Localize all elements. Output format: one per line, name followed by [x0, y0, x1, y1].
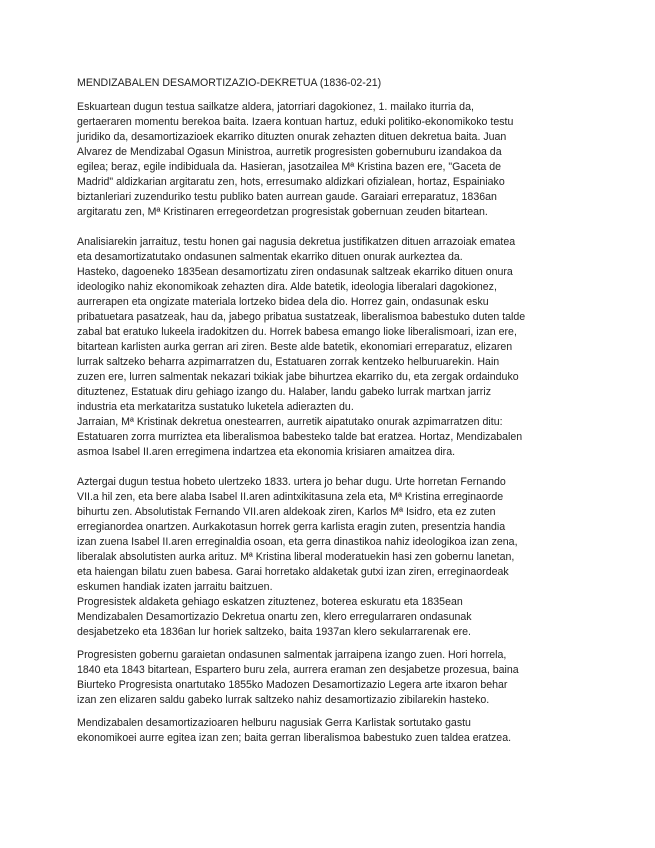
paragraph-intro: Eskuartean dugun testua sailkatze aldera, jatorriari dagokionez, 1. mailako iturria da, gertaeraren momentu berekoa baita. Izaera kontuan hartuz, eduki politiko-ekonomikoko testu juridiko da, desamortizazioek ekarriko dituzten onurak zehazten dituen dekretua baita. Juan Alvarez de Mendizabal Ogasun Ministroa, aurretik progresisten gobernuburu izandakoa da egilea; beraz, egile indibiduala da. Hasieran, jasotzailea Mª Kristina bazen ere, "Gaceta de Madrid" aldizkarian argitaratu zen, hots, erresumako aldizkari ofizialean, hortaz, Espainiako biztanleriari zuzenduriko testu publiko baten aurrean gaude. Garaiari erreparatuz, 1836an argitaratu zen, Mª Kristinaren erregeordetzan progresistak gobernuan zeuden bitartean. — [77, 101, 514, 218]
paragraph-spacer — [77, 640, 587, 648]
paragraph-context: Aztergai dugun testua hobeto ulertzeko 1833. urtera jo behar dugu. Urte horretan Fernando VII.a hil zen, eta bere alaba Isabel II.aren adintxikitasuna zela eta, Mª Kristina erreginaorde bihurtu zen. Absolutistak Fernando VII.aren aldekoak ziren, Karlos Mª Isidro, eta ez zuten erregianordea onartzen. Aurkakotasun horrek gerra karlista eragin zuten, presentzia handia izan zuena Isabel II.aren erreginaldia osoan, eta gerra dinastikoa nahiz ideologikoa izan zena, liberalak absolutisten aurka arituz. Mª Kristina liberal moderatuekin hasi zen gobernu lanetan, eta haiengan bilatu zuen babesa. Garai horretako aldaketak gutxi izan ziren, erreginaordeak eskumen handiak izaten jarraitu baitzuen. Progresistek aldaketa gehiago eskatzen zituztenez, boterea eskuratu eta 1835ean Mendizabalen Desamortizazio Dekretua onartu zen, klero erregularraren ondasunak desjabetzeko eta 1836an lur horiek saltzeko, baita 1937an klero sekularrarenak ere. — [77, 476, 518, 638]
paragraph-spacer — [77, 460, 587, 475]
paragraph-spacer — [77, 220, 587, 235]
paragraph-spacer — [77, 708, 587, 716]
paragraph-conclusion: Mendizabalen desamortizazioaren helburu nagusiak Gerra Karlistak sortutako gastu ekonomikoei aurre egitea izan zen; baita gerran liberalismoa babestuko zuen taldea eratzea. — [77, 717, 512, 744]
paragraph-progressives: Progresisten gobernu garaietan ondasunen salmentak jarraipena izango zuen. Hori horrela, 1840 eta 1843 bitartean, Espartero buru zela, aurrera eraman zen desjabetze prozesua, baina Biurteko Progresista onartutako 1855ko Madozen Desamortizazio Legera arte itxaron behar izan zen elizaren saldu gabeko lurrak saltzeko nahiz desamortizazio zibilarekin hasteko. — [77, 649, 519, 706]
paragraph-analysis: Analisiarekin jarraituz, testu honen gai nagusia dekretua justifikatzen dituen arrazoiak ematea eta desamortizatutako ondasunen salmentak ekarriko dituen onurak aurkeztea da. Hasteko, dagoeneko 1835ean desamortizatu ziren ondasunak saltzeak ekarriko dituen onura ideologiko nahiz ekonomikoak zehazten dira. Alde batetik, ideologia liberalari dagokionez, aurrerapen eta ongizate materiala lortzeko bidea dela dio. Horrez gain, ondasunak esku pribatuetara pasatzeak, hau da, jabego pribatua sustatzeak, liberalismoa babestuko duten talde zabal bat eratuko lukeela iradokitzen du. Horrek babesa emango lioke liberalismoari, izan ere, bitartean karlisten aurka gerran ari ziren. Beste alde batetik, ekonomiari erreparatuz, elizaren lurrak saltzeko beharra azpimarratzen du, Estatuaren zorrak kentzeko helburuarekin. Hain zuzen ere, lurren salmentak nekazari txikiak jabe bihurtzea ekarriko du, eta zergak ordainduko dituztenez, Estatuak diru gehiago izango du. Halaber, landu gabeko lurrak martxan jarriz industria eta merkataritza sustatuko luketela adierazten du. Jarraian, Mª Kristinak dekretua onestearren, aurretik aipatutako onurak azpimarratzen ditu: Estatuaren zorra murriztea eta liberalismoa babesteko talde bat eratzea. Hortaz, Mendizabalen asmoa Isabel II.aren erregimena indartzea eta ekonomia krisiaren amaitzea dira. — [77, 236, 526, 458]
document-body — [77, 100, 587, 746]
document-title: MENDIZABALEN DESAMORTIZAZIO-DEKRETUA (1836-02-21) — [77, 77, 382, 89]
